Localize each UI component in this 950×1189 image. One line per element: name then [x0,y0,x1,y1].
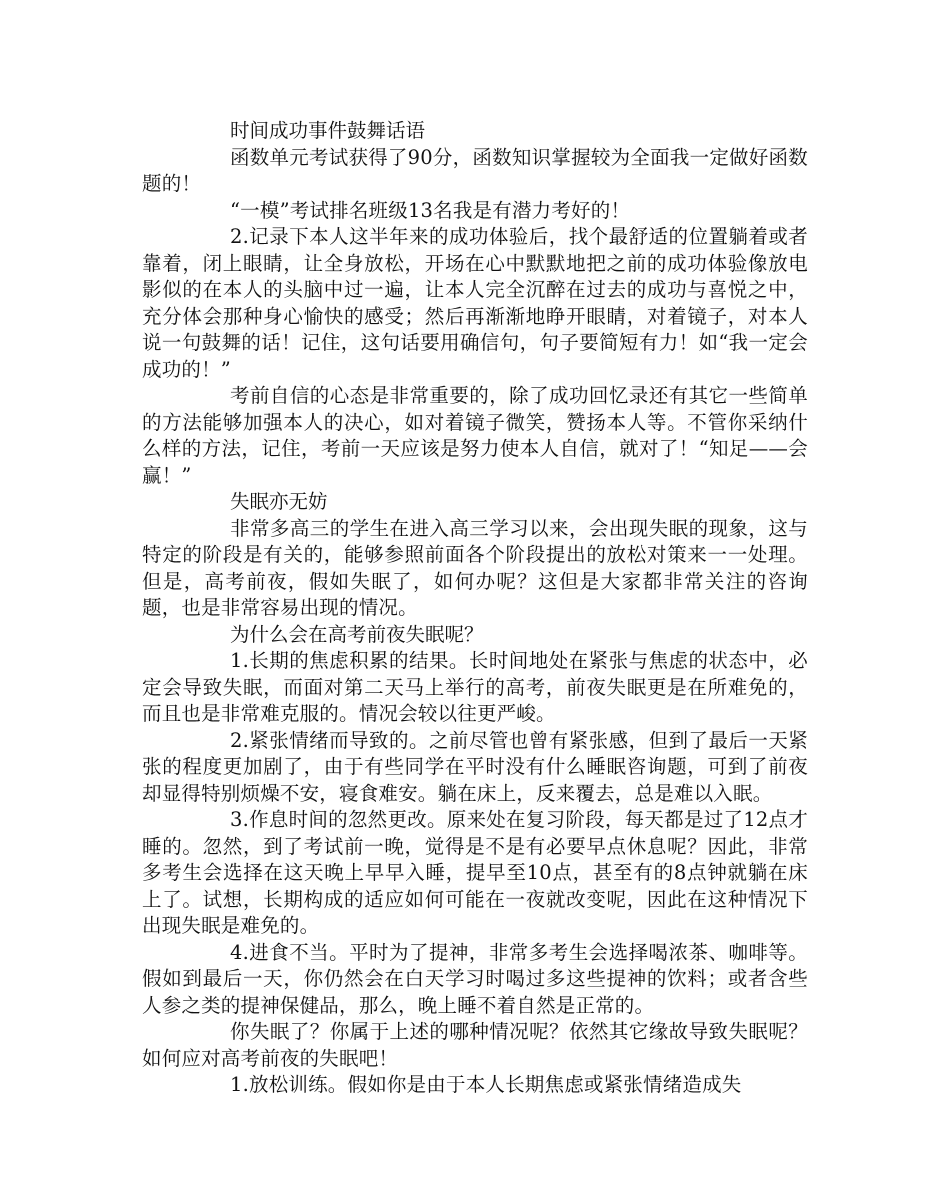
document-page [142,118,808,1099]
section-title-insomnia: 失眠亦无妨 [230,490,328,513]
paragraph-record-success: 2.记录下本人这半年来的成功体验后，找个最舒适的位置躺着或者靠着，闭上眼睛，让全身放松，开场在心中默默地把之前的成功体验像放电影似的在本人的头脑中过一遍，让本人完全沉醉在过去的成功与喜悦之中，充分体会那种身心愉快的感受；然后再渐渐地睁开眼睛，对着镜子，对本人说一句鼓舞的话！记住，这句话要用确信句，句子要简短有力！如“我一定会成功的！” [142,225,808,381]
paragraph-reason-schedule: 3.作息时间的忽然更改。原来处在复习阶段，每天都是过了12点才睡的。忽然，到了考试前一晚，觉得是不是有必要早点休息呢？因此，非常多考生会选择在这天晚上早早入睡，提早至10点，甚至有的8点钟就躺在床上了。试想，长期构成的适应如何可能在一夜就改变呢，因此在这种情况下出现失眠是难免的。 [142,808,808,937]
paragraph-confidence: 考前自信的心态是非常重要的，除了成功回忆录还有其它一些简单的方法能够加强本人的决心，如对着镜子微笑，赞扬本人等。不管你采纳什么样的方法，记住，考前一天应该是努力使本人自信，就对了！“知足——会赢！” [142,384,808,487]
paragraph-insomnia-intro: 非常多高三的学生在进入高三学习以来，会出现失眠的现象，这与特定的阶段是有关的，能够参照前面各个阶段提出的放松对策来一一处理。但是，高考前夜，假如失眠了，如何办呢？这但是大家都非常关注的咨询题，也是非常容易出现的情况。 [142,516,808,619]
paragraph-mock-exam-rank: “一模”考试排名班级13名我是有潜力考好的！ [230,198,631,222]
paragraph-relaxation-training: 1.放松训练。假如你是由于本人长期焦虑或紧张情绪造成失 [230,1073,742,1096]
paragraph-function-exam: 函数单元考试获得了90分，函数知识掌握较为全面我一定做好函数题的！ [142,145,808,195]
section-question-why-insomnia: 为什么会在高考前夜失眠呢？ [230,622,484,646]
paragraph-reason-tension: 2.紧张情绪而导致的。之前尽管也曾有紧张感，但到了最后一天紧张的程度更加剧了，由于有些同学在平时没有什么睡眠咨询题，可到了前夜却显得特别烦燥不安，寝食难安。躺在床上，反来覆去，总是难以入眠。 [142,728,808,805]
paragraph-reason-diet: 4.进食不当。平时为了提神，非常多考生会选择喝浓茶、咖啡等。假如到最后一天，你仍然会在白天学习时喝过多这些提神的饮料；或者含些人参之类的提神保健品，那么，晚上睡不着自然是正常的。 [142,940,808,1017]
paragraph-how-to-cope: 你失眠了？你属于上述的哪种情况呢？依然其它缘故导致失眠呢？如何应对高考前夜的失眠吧！ [142,1020,808,1070]
paragraph-reason-anxiety: 1.长期的焦虑积累的结果。长时间地处在紧张与焦虑的状态中，必定会导致失眠，而面对第二天马上举行的高考，前夜失眠更是在所难免的，而且也是非常难克服的。情况会较以往更严峻。 [142,649,808,725]
section-title-success-events: 时间成功事件鼓舞话语 [230,119,426,142]
